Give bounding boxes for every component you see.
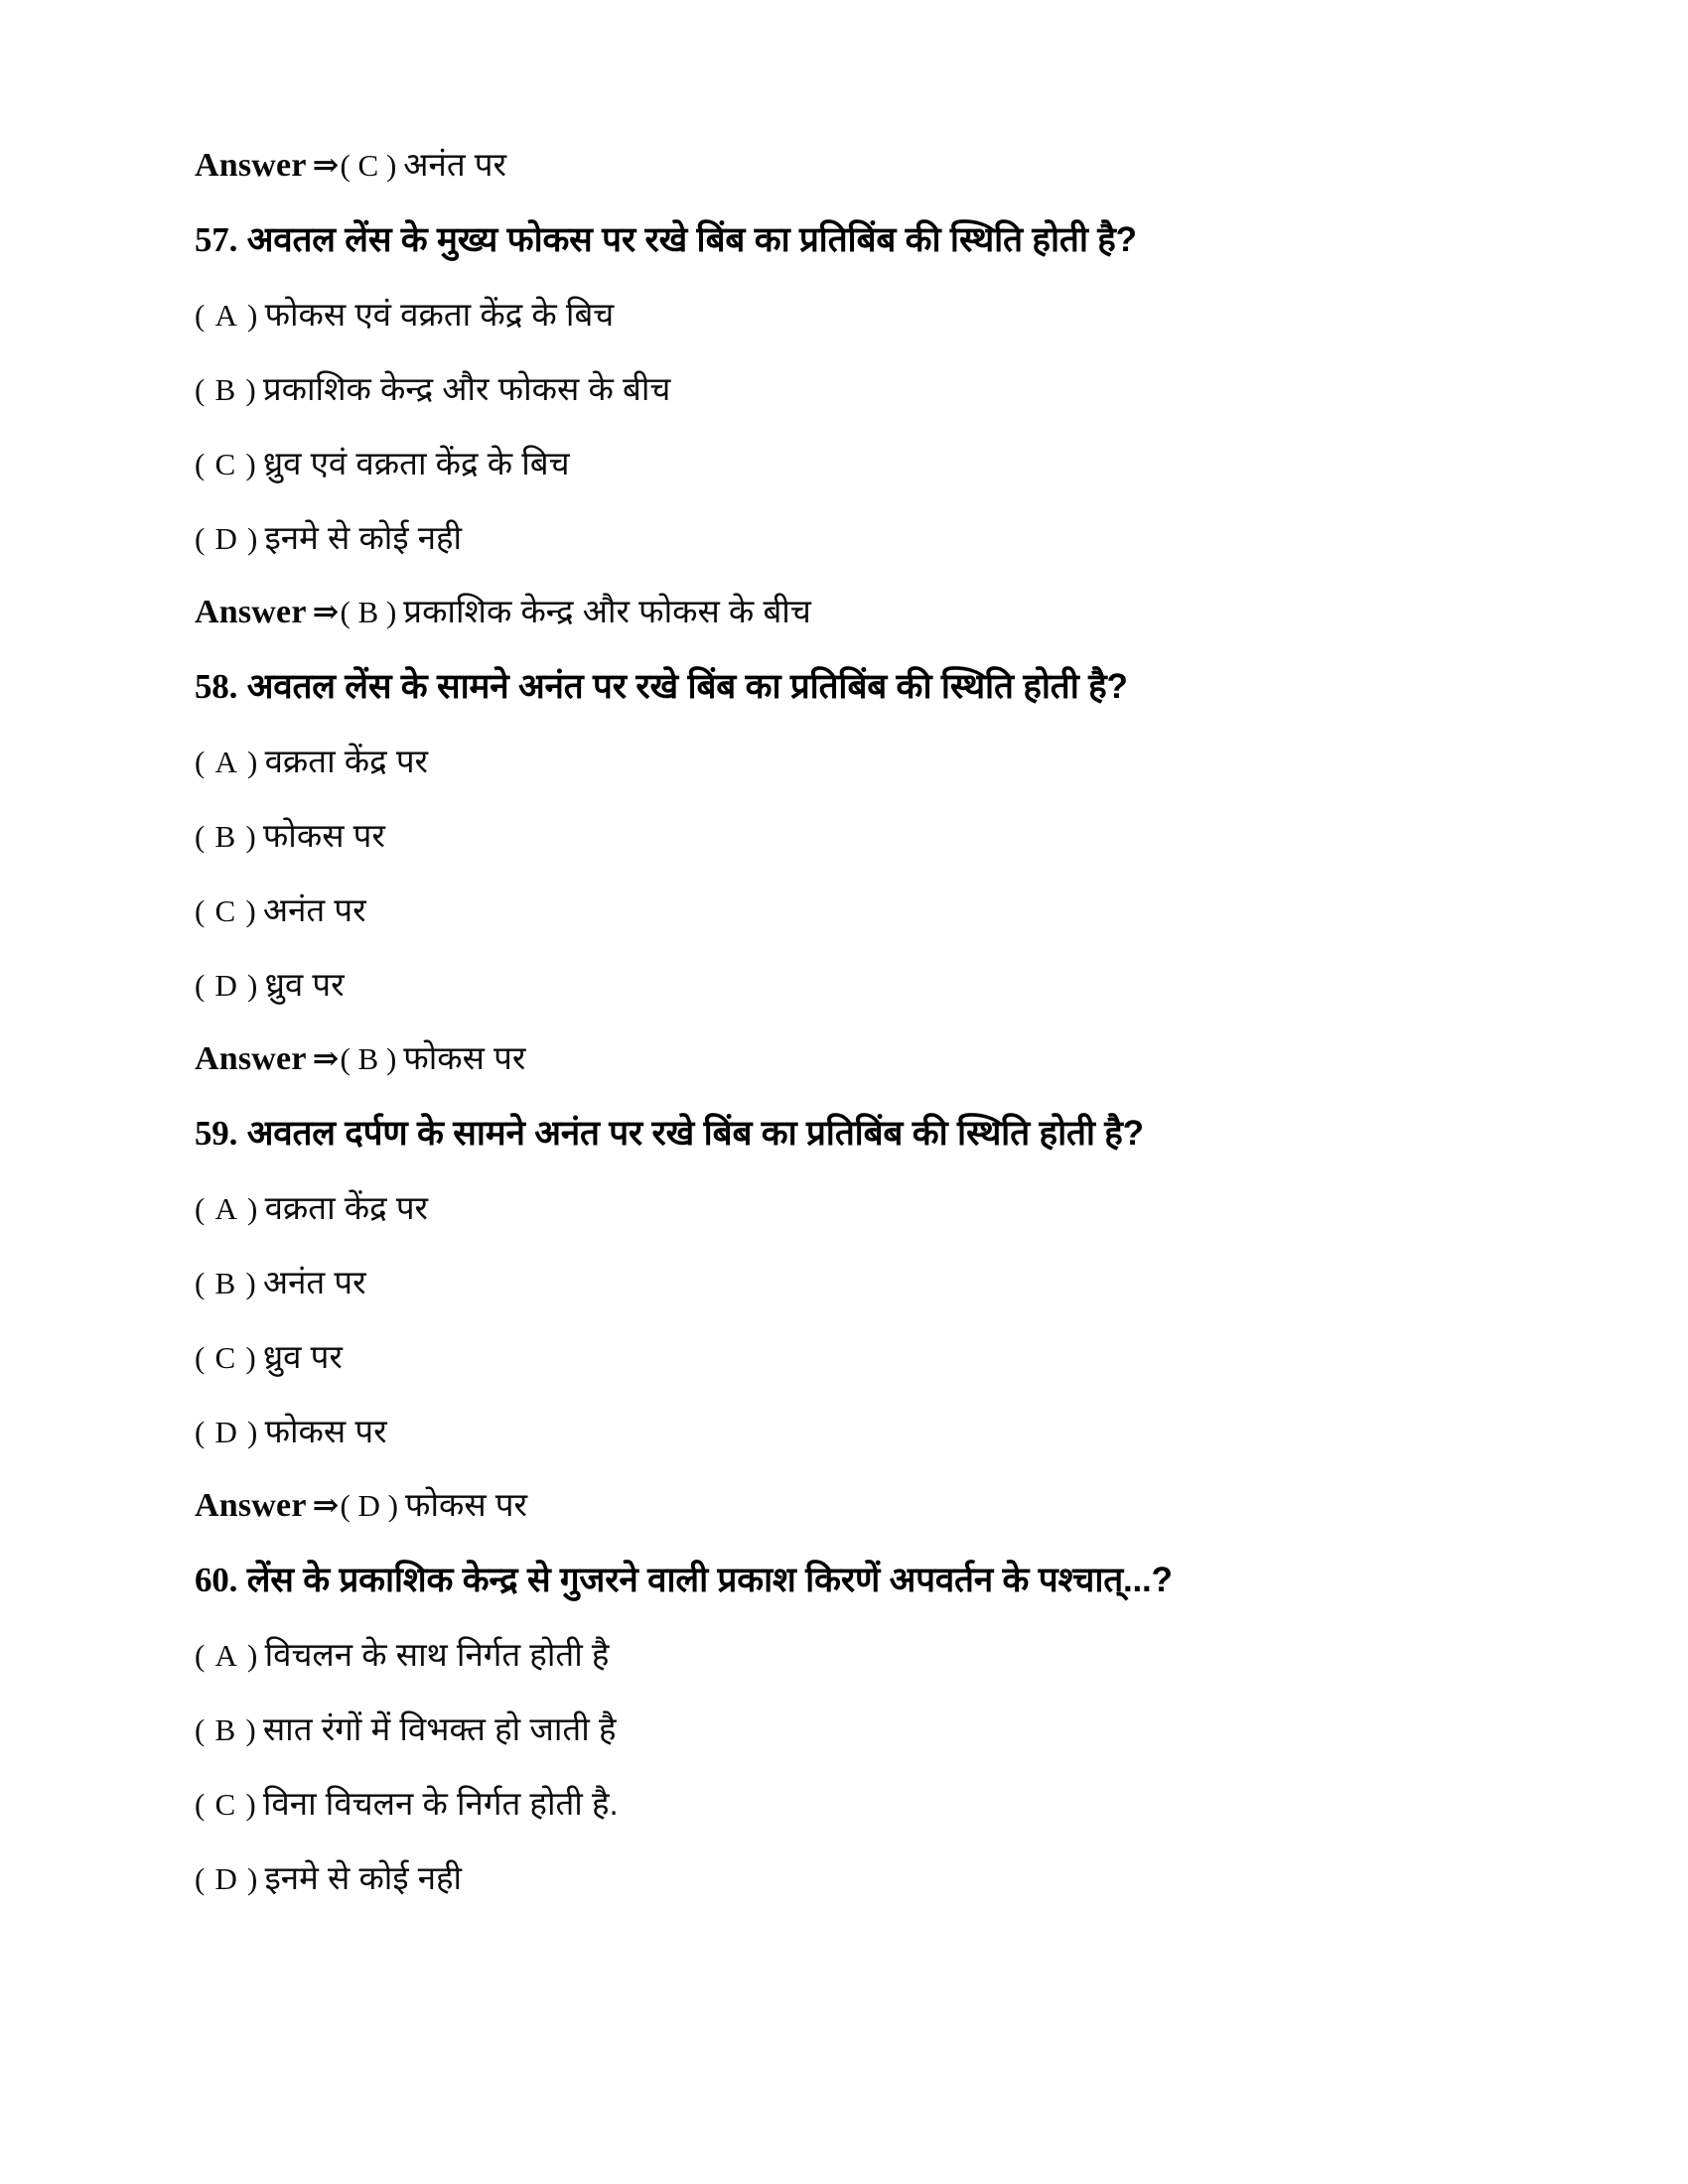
option-key: ( B ) [195,1712,257,1747]
question-number: 58. [195,667,238,706]
answer-line [195,576,1386,648]
question-number: 60. [195,1561,238,1599]
option-text: ध्रुव पर [262,1338,343,1375]
option-row[interactable] [195,1842,1386,1916]
option-key: ( C ) [195,447,257,481]
option-row[interactable] [195,874,1386,948]
option-row[interactable] [195,352,1386,427]
option-text: ध्रुव एवं वक्रता केंद्र के बिच [262,445,570,481]
option-key: ( B ) [195,372,257,407]
option-text: फोकस एवं वक्रता केंद्र के बिच [264,296,615,333]
answer-text: अनंत पर [403,146,507,183]
option-text: फोकस पर [262,817,385,854]
option-text: फोकस पर [264,1413,387,1449]
question-number: 59. [195,1114,238,1153]
question-heading [195,1542,1386,1618]
answer-line [195,1023,1386,1095]
option-row[interactable] [195,1693,1386,1767]
answer-line [195,129,1386,202]
option-row[interactable] [195,1767,1386,1842]
option-text: प्रकाशिक केन्द्र और फोकस के बीच [262,370,671,407]
question-heading [195,648,1386,725]
option-text: वक्रता केंद्र पर [264,743,429,779]
question-heading [195,1095,1386,1171]
answer-arrow-icon: ⇒ [312,147,340,183]
answer-option-key: ( B ) [340,595,397,629]
option-text: अनंत पर [262,891,366,928]
option-row[interactable] [195,1395,1386,1469]
answer-text: फोकस पर [405,1486,528,1523]
answer-option-key: ( C ) [340,148,397,183]
option-key: ( D ) [195,1861,259,1896]
option-key: ( C ) [195,893,257,928]
question-heading [195,202,1386,278]
option-key: ( C ) [195,1787,257,1822]
answer-label: Answer [195,1040,307,1077]
question-text: अवतल दर्पण के सामने अनंत पर रखे बिंब का प्रतिबिंब की स्थिति होती है? [246,1114,1144,1153]
option-row[interactable] [195,725,1386,799]
option-key: ( D ) [195,521,259,556]
answer-text: फोकस पर [403,1039,526,1076]
answer-text: प्रकाशिक केन्द्र और फोकस के बीच [403,593,811,629]
answer-label: Answer [195,1487,307,1524]
option-text: ध्रुव पर [264,966,345,1003]
option-text: अनंत पर [262,1264,366,1300]
question-text: अवतल लेंस के सामने अनंत पर रखे बिंब का प्रतिबिंब की स्थिति होती है? [246,667,1128,706]
option-key: ( A ) [195,745,259,779]
option-text: इनमे से कोई नही [264,519,463,556]
answer-arrow-icon: ⇒ [312,594,340,629]
option-text: विचलन के साथ निर्गत होती है [264,1636,610,1673]
option-row[interactable] [195,1618,1386,1693]
answer-line [195,1469,1386,1542]
question-text: लेंस के प्रकाशिक केन्द्र से गुजरने वाली प्रकाश किरणें अपवर्तन के पश्चात्...? [246,1561,1173,1599]
option-text: सात रंगों में विभक्त हो जाती है [262,1710,617,1747]
question-number: 57. [195,220,238,259]
option-row[interactable] [195,278,1386,352]
option-key: ( A ) [195,1191,259,1226]
option-key: ( D ) [195,1415,259,1449]
option-key: ( A ) [195,1638,259,1673]
option-row[interactable] [195,1171,1386,1246]
answer-arrow-icon: ⇒ [312,1040,340,1076]
option-row[interactable] [195,948,1386,1023]
option-row[interactable] [195,1246,1386,1320]
option-text: विना विचलन के निर्गत होती है. [262,1785,619,1822]
option-key: ( A ) [195,298,259,333]
option-text: वक्रता केंद्र पर [264,1189,429,1226]
question-text: अवतल लेंस के मुख्य फोकस पर रखे बिंब का प्रतिबिंब की स्थिति होती है? [246,220,1137,259]
document-content [195,129,1386,1916]
answer-option-key: ( D ) [340,1488,398,1523]
option-key: ( D ) [195,968,259,1003]
answer-label: Answer [195,594,307,630]
answer-option-key: ( B ) [340,1041,397,1076]
option-row[interactable] [195,501,1386,576]
option-text: इनमे से कोई नही [264,1859,463,1896]
option-key: ( C ) [195,1340,257,1375]
option-row[interactable] [195,799,1386,874]
option-key: ( B ) [195,1266,257,1300]
option-row[interactable] [195,1320,1386,1395]
option-key: ( B ) [195,819,257,854]
option-row[interactable] [195,427,1386,501]
answer-arrow-icon: ⇒ [312,1487,340,1523]
answer-label: Answer [195,147,307,184]
